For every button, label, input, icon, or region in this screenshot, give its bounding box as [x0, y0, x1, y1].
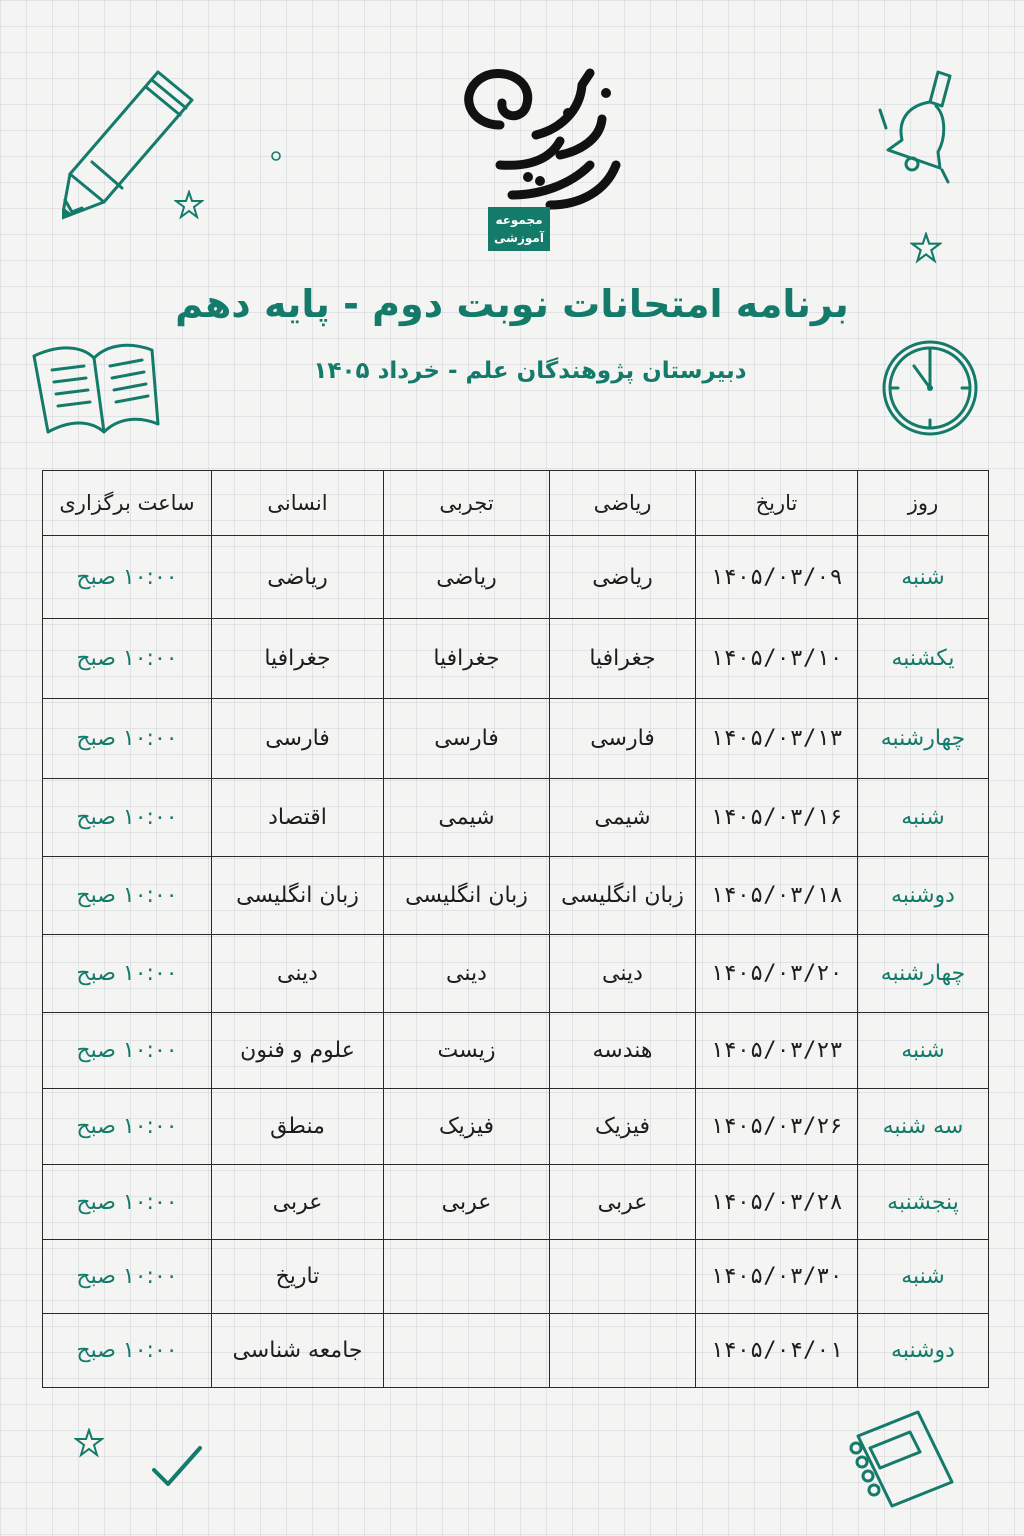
cell-ensani: عربی	[212, 1165, 384, 1240]
table-header-row	[43, 471, 989, 536]
small-circle-icon	[270, 150, 282, 162]
table-row	[43, 857, 989, 935]
cell-ensani: دینی	[212, 935, 384, 1013]
logo-mark	[440, 55, 630, 215]
table-row	[43, 619, 989, 699]
column-header-riazi: ریاضی	[550, 471, 696, 536]
cell-time: ۱۰:۰۰ صبح	[43, 1314, 212, 1388]
cell-riazi: جغرافیا	[550, 619, 696, 699]
star-icon	[910, 232, 942, 264]
exam-schedule-table	[42, 470, 989, 1388]
cell-tajrobi: زبان انگلیسی	[384, 857, 550, 935]
cell-ensani: جامعه شناسی	[212, 1314, 384, 1388]
table-row	[43, 699, 989, 779]
cell-time: ۱۰:۰۰ صبح	[43, 1089, 212, 1165]
cell-time: ۱۰:۰۰ صبح	[43, 536, 212, 619]
cell-tajrobi	[384, 1240, 550, 1314]
cell-time: ۱۰:۰۰ صبح	[43, 699, 212, 779]
cell-ensani: ریاضی	[212, 536, 384, 619]
school-logo	[440, 55, 630, 250]
cell-ensani: جغرافیا	[212, 619, 384, 699]
cell-ensani: زبان انگلیسی	[212, 857, 384, 935]
logo-badge	[488, 207, 550, 251]
table-row	[43, 1240, 989, 1314]
cell-date: ۱۴۰۵/۰۳/۲۶	[696, 1089, 858, 1165]
cell-date: ۱۴۰۵/۰۳/۲۰	[696, 935, 858, 1013]
cell-date: ۱۴۰۵/۰۴/۰۱	[696, 1314, 858, 1388]
cell-tajrobi: زیست	[384, 1013, 550, 1089]
cell-time: ۱۰:۰۰ صبح	[43, 1165, 212, 1240]
cell-riazi: ریاضی	[550, 536, 696, 619]
star-icon	[74, 1428, 104, 1458]
cell-riazi	[550, 1314, 696, 1388]
cell-tajrobi: عربی	[384, 1165, 550, 1240]
cell-date: ۱۴۰۵/۰۳/۱۶	[696, 779, 858, 857]
table-row	[43, 779, 989, 857]
cell-riazi: عربی	[550, 1165, 696, 1240]
column-header-day: روز	[858, 471, 989, 536]
cell-day: شنبه	[858, 536, 989, 619]
table-row	[43, 1089, 989, 1165]
cell-riazi	[550, 1240, 696, 1314]
open-book-icon	[30, 336, 160, 440]
cell-time: ۱۰:۰۰ صبح	[43, 857, 212, 935]
cell-riazi: فارسی	[550, 699, 696, 779]
table-row	[43, 935, 989, 1013]
cell-time: ۱۰:۰۰ صبح	[43, 779, 212, 857]
cell-time: ۱۰:۰۰ صبح	[43, 619, 212, 699]
table-row	[43, 536, 989, 619]
clock-icon	[878, 336, 982, 440]
cell-day: چهارشنبه	[858, 699, 989, 779]
column-header-date: تاریخ	[696, 471, 858, 536]
cell-tajrobi: شیمی	[384, 779, 550, 857]
bell-icon	[876, 66, 956, 186]
logo-badge-line1: مجموعه	[495, 213, 543, 227]
cell-time: ۱۰:۰۰ صبح	[43, 1240, 212, 1314]
cell-riazi: فیزیک	[550, 1089, 696, 1165]
cell-day: یکشنبه	[858, 619, 989, 699]
cell-day: شنبه	[858, 779, 989, 857]
cell-riazi: هندسه	[550, 1013, 696, 1089]
notebook-icon	[840, 1408, 960, 1512]
cell-day: دوشنبه	[858, 1314, 989, 1388]
logo-badge-line2: آموزشی	[494, 231, 544, 245]
table-row	[43, 1314, 989, 1388]
column-header-time: ساعت برگزاری	[43, 471, 212, 536]
cell-day: شنبه	[858, 1240, 989, 1314]
cell-ensani: منطق	[212, 1089, 384, 1165]
page-title: برنامه امتحانات نوبت دوم - پایه دهم	[175, 282, 849, 326]
cell-tajrobi: دینی	[384, 935, 550, 1013]
cell-day: چهارشنبه	[858, 935, 989, 1013]
cell-tajrobi: ریاضی	[384, 536, 550, 619]
cell-date: ۱۴۰۵/۰۳/۱۳	[696, 699, 858, 779]
cell-date: ۱۴۰۵/۰۳/۱۸	[696, 857, 858, 935]
page-subtitle: دبیرستان پژوهندگان علم - خرداد ۱۴۰۵	[313, 358, 747, 384]
cell-riazi: شیمی	[550, 779, 696, 857]
cell-date: ۱۴۰۵/۰۳/۳۰	[696, 1240, 858, 1314]
cell-ensani: اقتصاد	[212, 779, 384, 857]
checkmark-icon	[150, 1444, 204, 1490]
cell-tajrobi	[384, 1314, 550, 1388]
cell-date: ۱۴۰۵/۰۳/۲۸	[696, 1165, 858, 1240]
cell-tajrobi: جغرافیا	[384, 619, 550, 699]
table-row	[43, 1013, 989, 1089]
column-header-tajrobi: تجربی	[384, 471, 550, 536]
cell-date: ۱۴۰۵/۰۳/۰۹	[696, 536, 858, 619]
cell-day: سه شنبه	[858, 1089, 989, 1165]
column-header-ensani: انسانی	[212, 471, 384, 536]
cell-time: ۱۰:۰۰ صبح	[43, 935, 212, 1013]
cell-ensani: تاریخ	[212, 1240, 384, 1314]
cell-riazi: دینی	[550, 935, 696, 1013]
cell-riazi: زبان انگلیسی	[550, 857, 696, 935]
table-row	[43, 1165, 989, 1240]
cell-ensani: فارسی	[212, 699, 384, 779]
cell-date: ۱۴۰۵/۰۳/۱۰	[696, 619, 858, 699]
cell-ensani: علوم و فنون	[212, 1013, 384, 1089]
cell-date: ۱۴۰۵/۰۳/۲۳	[696, 1013, 858, 1089]
cell-tajrobi: فیزیک	[384, 1089, 550, 1165]
cell-day: شنبه	[858, 1013, 989, 1089]
cell-day: دوشنبه	[858, 857, 989, 935]
cell-time: ۱۰:۰۰ صبح	[43, 1013, 212, 1089]
star-icon	[174, 190, 204, 220]
cell-tajrobi: فارسی	[384, 699, 550, 779]
cell-day: پنجشنبه	[858, 1165, 989, 1240]
